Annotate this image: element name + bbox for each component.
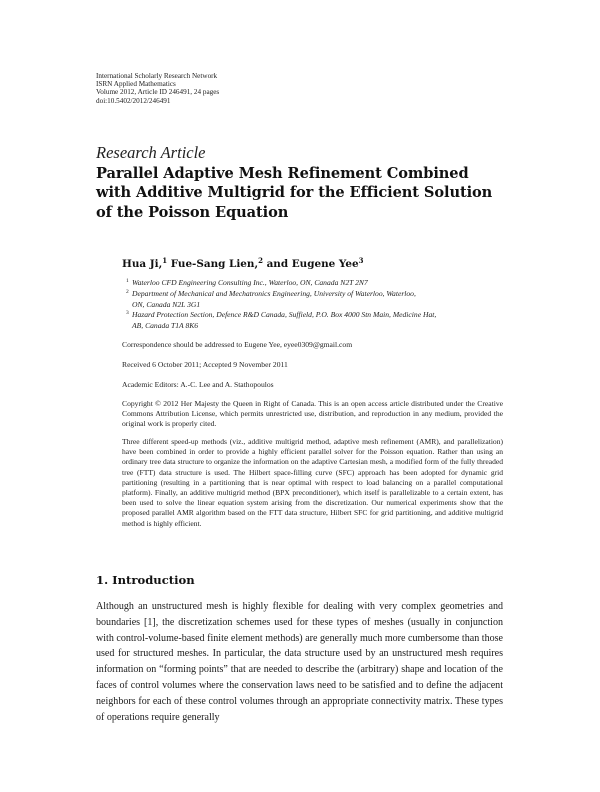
journal-header [96,72,219,105]
author-name: and Eugene Yee [262,258,359,270]
author-list [122,256,363,270]
received-dates: Received 6 October 2011; Accepted 9 November 2011 [122,360,288,369]
affiliation-item [126,289,436,311]
affiliation-text: Department of Mechanical and Mechatronics Engineering, University of Waterloo, Waterloo, [132,288,416,298]
affiliation-text: AB, Canada T1A 8K6 [132,321,199,331]
author-name: Hua Ji, [122,258,163,270]
academic-editors: Academic Editors: A.-C. Lee and A. Stathopoulos [122,380,274,389]
author-affil-marker: 3 [358,256,364,265]
affiliation-text: Hazard Protection Section, Defence R&D Canada, Suffield, P.O. Box 4000 Stn Main, Medicine Hat, [132,310,437,320]
author-affil-marker: 2 [258,256,263,265]
affiliation-item [126,310,436,332]
title-line: of the Poisson Equation [96,203,289,221]
correspondence: Correspondence should be addressed to Eugene Yee, eyee0309@gmail.com [122,340,353,349]
section-heading: 1. Introduction [96,573,195,587]
affiliation-text: Waterloo CFD Engineering Consulting Inc., Waterloo, ON, Canada N2T 2N7 [132,278,368,287]
journal-volume: Volume 2012, Article ID 246491, 24 pages [96,88,220,97]
paper-title [96,164,516,222]
affiliations [126,278,436,332]
title-line: with Additive Multigrid for the Efficient Solution [96,184,493,202]
author-affil-marker: 1 [162,256,168,265]
affiliation-item [126,278,436,289]
affiliation-number: 3 [126,310,129,317]
journal-doi: doi:10.5402/2012/246491 [96,96,171,105]
affiliation-number: 1 [126,278,129,284]
abstract: Three different speed-up methods (viz., additive multigrid method, adaptive mesh refinement (AMR), and parallelization) have been combined in order to provide a highly efficient parallel solver for the Poisson equation. Rather than using an ordinary tree data structure to organize the information on the adaptive Cartesian mesh, a modified form of the fully threaded tree (FTT) data structure is used. The Hilbert space-filling curve (SFC) approach has been adopted for dynamic grid partitioning (resulting in a partitioning that is near optimal with respect to load balancing on a parallel computational platform). Finally, an additive multigrid method (BPX preconditioner), which itself is parallelizable to a certain extent, has been used to solve the linear equation system arising from the discretization. Our numerical experiments show that the proposed parallel AMR algorithm based on the FTT data structure, Hilbert SFC for grid partitioning, and additive multigrid method is highly efficient. [122,437,503,528]
title-line: Parallel Adaptive Mesh Refinement Combined [96,165,469,182]
journal-series: ISRN Applied Mathematics [96,80,176,89]
journal-name: International Scholarly Research Network [96,72,218,80]
article-type: Research Article [96,143,206,162]
author-name: Fue-Sang Lien, [167,258,259,270]
affiliation-number: 2 [126,288,129,295]
affiliation-text: ON, Canada N2L 3G1 [132,299,201,309]
copyright-notice: Copyright © 2012 Her Majesty the Queen in Right of Canada. This is an open access article distributed under the Creative Commons Attribution License, which permits unrestricted use, distribution, and reproduction in any medium, provided the original work is properly cited. [122,399,503,428]
intro-paragraph: Although an unstructured mesh is highly flexible for dealing with very complex geometries and boundaries [1], the discretization schemes used for these types of meshes (usually in conjunction with control-volume-based finite element methods) are generally much more cumbersome than those used for structured meshes. In particular, the data structure used by an unstructured mesh requires information on “forming points” that are needed to describe the (arbitrary) shape and location of the faces of control volumes where the conservation laws need to be satisfied and to define the adjacent neighbors for each of these control volumes through an appropriate connectivity matrix. These types of operations require generally [96,601,503,723]
